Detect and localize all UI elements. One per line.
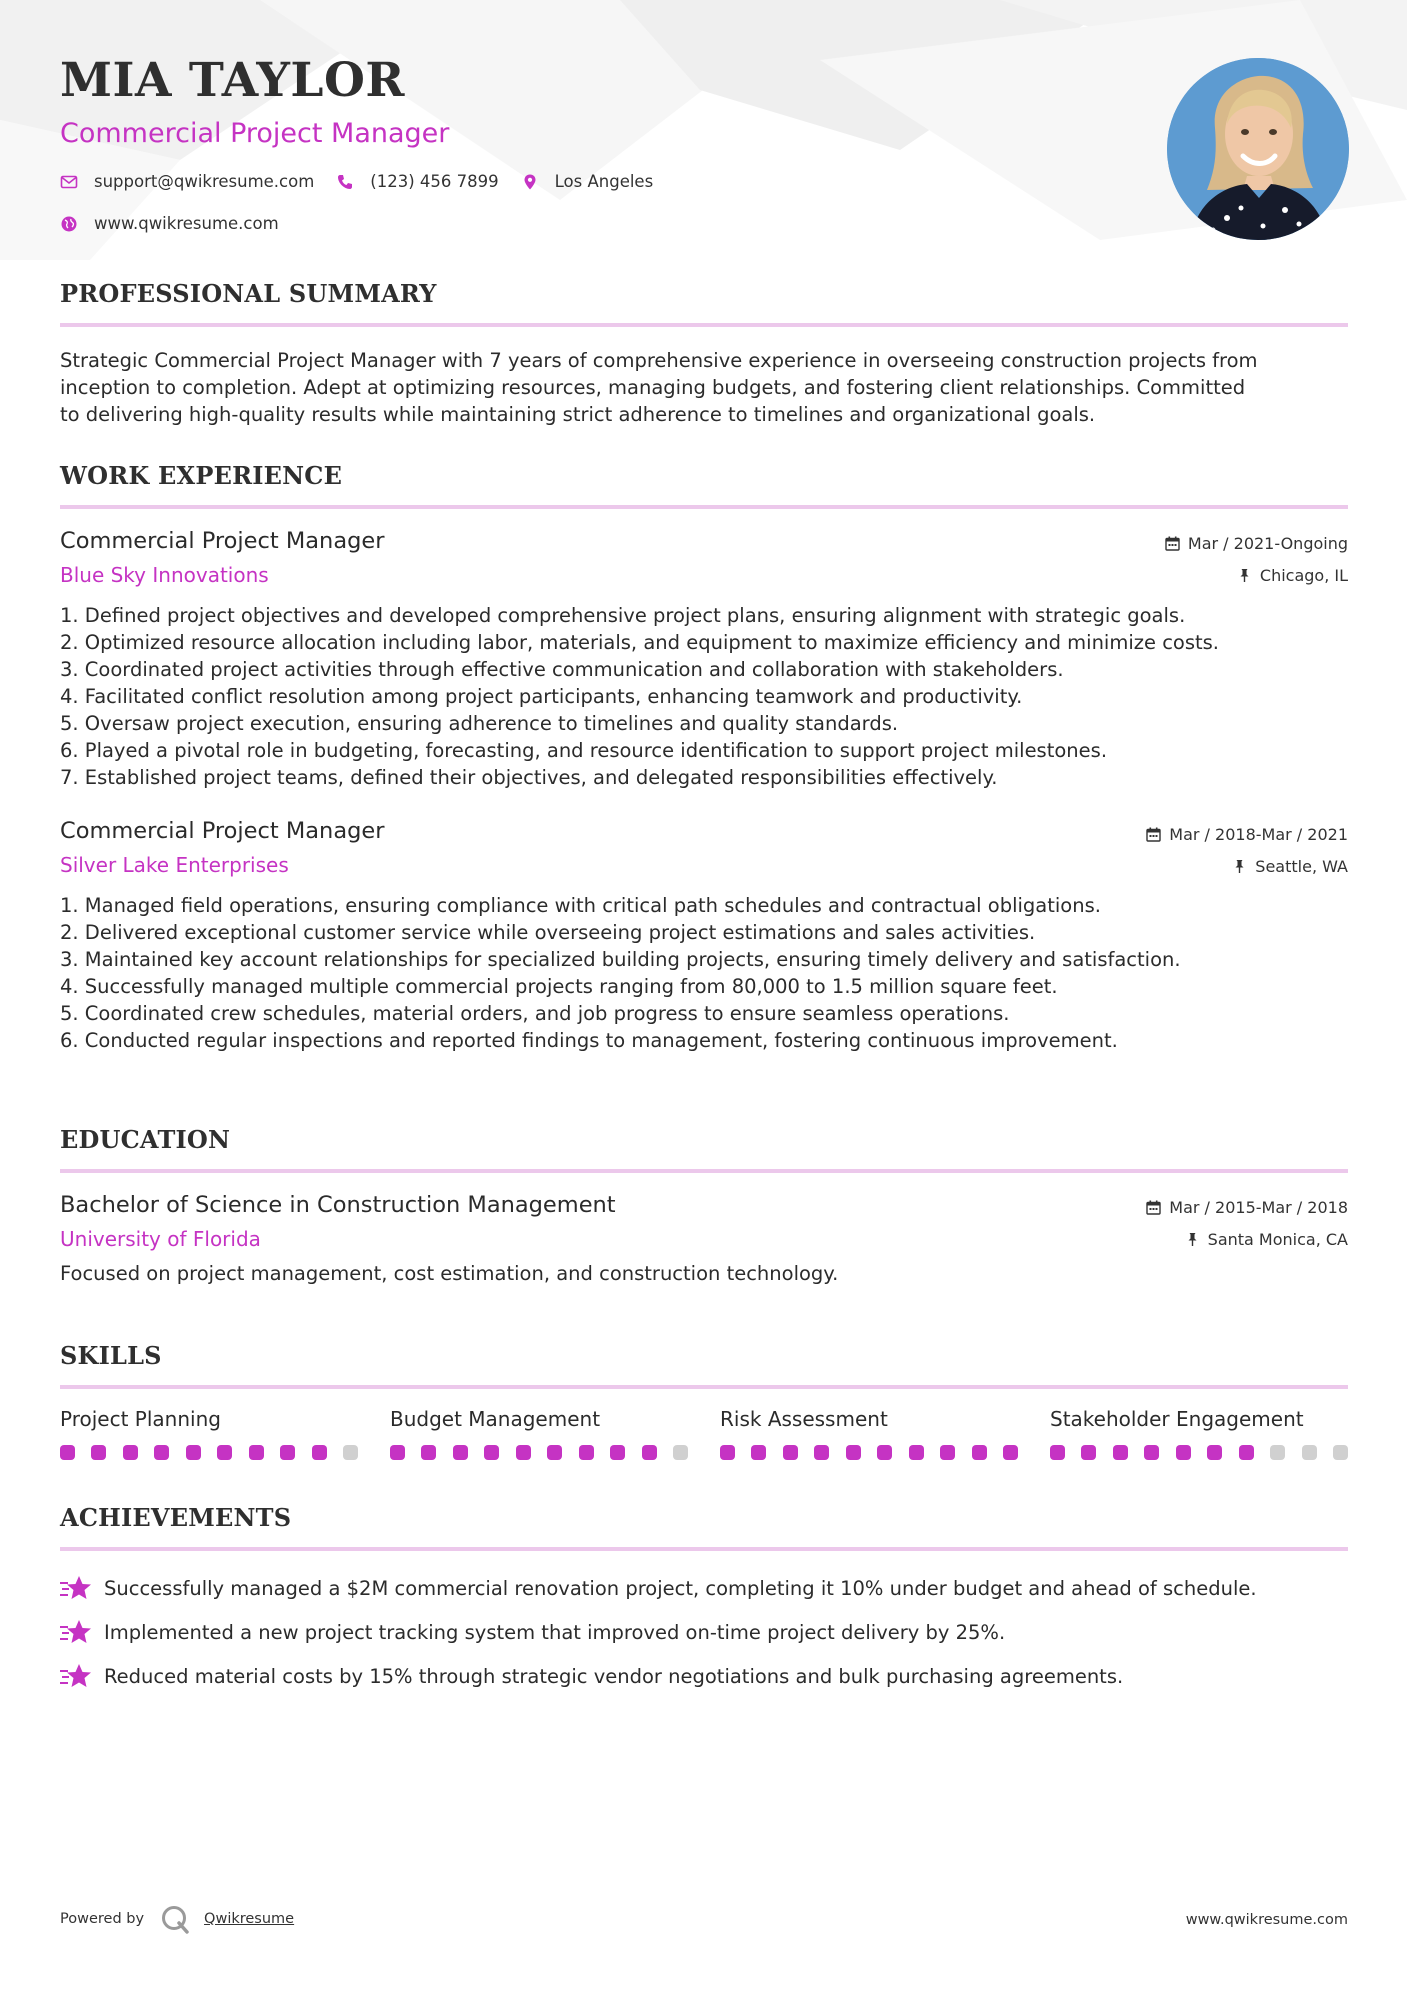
page-footer xyxy=(60,1896,1348,1936)
job-role: Commercial Project Manager xyxy=(60,818,385,845)
contact-location xyxy=(521,172,654,191)
brand-link[interactable]: Qwikresume xyxy=(204,1911,295,1927)
rating-dot-filled xyxy=(783,1445,798,1460)
footer-url[interactable]: www.qwikresume.com xyxy=(1185,1912,1348,1928)
skill-item xyxy=(390,1407,688,1460)
globe-icon xyxy=(60,215,78,233)
education-location xyxy=(1146,1229,1348,1251)
section-heading: ACHIEVEMENTS xyxy=(60,1503,292,1532)
rating-dot-empty xyxy=(1270,1445,1285,1460)
phone-icon xyxy=(336,173,354,191)
map-pin-icon xyxy=(521,173,539,191)
list-item: 6. Conducted regular inspections and reported findings to management, fostering continuous improvement. xyxy=(60,1029,1118,1053)
job-location xyxy=(1165,565,1348,587)
rating-dot-filled xyxy=(579,1445,594,1460)
skill-item xyxy=(60,1407,358,1460)
summary-line: Strategic Commercial Project Manager with 7 years of comprehensive experience in overseeing construction projects from xyxy=(60,348,1258,372)
rating-dot-filled xyxy=(814,1445,829,1460)
section-heading: SKILLS xyxy=(60,1341,162,1370)
education-entry xyxy=(60,1191,1348,1287)
list-item xyxy=(60,1567,1348,1611)
education-dates-text: Mar / 2015-Mar / 2018 xyxy=(1169,1198,1348,1218)
job-dates-text: Mar / 2018-Mar / 2021 xyxy=(1169,824,1348,844)
rating-dot-empty xyxy=(1302,1445,1317,1460)
rating-dot-filled xyxy=(1207,1445,1222,1460)
achievement-text: Implemented a new project tracking system that improved on-time project delivery by 25%. xyxy=(104,1621,1006,1645)
phone-text: (123) 456 7899 xyxy=(370,172,499,191)
skill-rating xyxy=(720,1445,1018,1460)
contact-row xyxy=(60,172,675,191)
pushpin-icon xyxy=(1232,859,1247,874)
rating-dot-filled xyxy=(751,1445,766,1460)
rating-dot-empty xyxy=(673,1445,688,1460)
candidate-name: MIA TAYLOR xyxy=(60,53,405,108)
rating-dot-filled xyxy=(123,1445,138,1460)
star-icon xyxy=(60,1618,92,1648)
rating-dot-empty xyxy=(1333,1445,1348,1460)
list-item: 6. Played a pivotal role in budgeting, forecasting, and resource identification to support project milestones. xyxy=(60,739,1108,763)
summary-line: to delivering high-quality results while maintaining strict adherence to timelines and organizational goals. xyxy=(60,402,1096,426)
contact-phone[interactable] xyxy=(336,172,498,191)
rating-dot-filled xyxy=(249,1445,264,1460)
rating-dot-filled xyxy=(186,1445,201,1460)
star-icon xyxy=(60,1574,92,1604)
contact-email[interactable] xyxy=(60,172,314,191)
section-divider xyxy=(60,1385,1348,1389)
rating-dot-filled xyxy=(1081,1445,1096,1460)
job-role: Commercial Project Manager xyxy=(60,527,385,554)
achievements-list xyxy=(60,1567,1348,1699)
job-meta xyxy=(1165,533,1348,587)
rating-dot-filled xyxy=(846,1445,861,1460)
skill-name: Stakeholder Engagement xyxy=(1050,1406,1304,1431)
star-icon xyxy=(60,1662,92,1692)
section-divider xyxy=(60,1169,1348,1173)
rating-dot-filled xyxy=(1113,1445,1128,1460)
job-entry xyxy=(60,527,1348,791)
rating-dot-filled xyxy=(1239,1445,1254,1460)
job-bullets xyxy=(60,892,1348,1054)
school-name: University of Florida xyxy=(60,1227,261,1252)
rating-dot-filled xyxy=(610,1445,625,1460)
job-bullets xyxy=(60,602,1348,791)
education-section xyxy=(60,1126,1348,1287)
summary-line: inception to completion. Adept at optimizing resources, managing budgets, and fostering client relationships. Committed xyxy=(60,375,1246,399)
education-meta xyxy=(1146,1197,1348,1251)
rating-dot-filled xyxy=(1176,1445,1191,1460)
achievement-text: Successfully managed a $2M commercial renovation project, completing it 10% under budget and ahead of schedule. xyxy=(104,1577,1257,1601)
pushpin-icon xyxy=(1237,568,1252,583)
website-text: www.qwikresume.com xyxy=(94,214,279,233)
email-text: support@qwikresume.com xyxy=(94,172,315,191)
rating-dot-filled xyxy=(421,1445,436,1460)
rating-dot-filled xyxy=(312,1445,327,1460)
rating-dot-filled xyxy=(154,1445,169,1460)
rating-dot-filled xyxy=(642,1445,657,1460)
skill-item xyxy=(720,1407,1018,1460)
summary-text xyxy=(60,347,1348,428)
location-text: Los Angeles xyxy=(554,172,654,191)
list-item: 1. Defined project objectives and developed comprehensive project plans, ensuring alignment with strategic goals. xyxy=(60,604,1186,628)
summary-section xyxy=(60,280,1348,428)
rating-dot-filled xyxy=(1144,1445,1159,1460)
list-item xyxy=(60,1655,1348,1699)
list-item: 4. Successfully managed multiple commercial projects ranging from 80,000 to 1.5 million square feet. xyxy=(60,975,1058,999)
achievement-text: Reduced material costs by 15% through strategic vendor negotiations and bulk purchasing agreements. xyxy=(104,1665,1124,1689)
candidate-title: Commercial Project Manager xyxy=(60,118,450,149)
list-item: 2. Delivered exceptional customer service while overseeing project estimations and sales activities. xyxy=(60,921,1036,945)
list-item: 7. Established project teams, defined their objectives, and delegated responsibilities effectively. xyxy=(60,766,998,790)
section-divider xyxy=(60,1547,1348,1551)
rating-dot-filled xyxy=(390,1445,405,1460)
degree-name: Bachelor of Science in Construction Management xyxy=(60,1191,616,1218)
skill-name: Budget Management xyxy=(390,1406,601,1431)
job-company: Silver Lake Enterprises xyxy=(60,853,289,878)
rating-dot-filled xyxy=(720,1445,735,1460)
experience-section xyxy=(60,462,1348,1054)
job-entry xyxy=(60,817,1348,1054)
list-item: 3. Maintained key account relationships for specialized building projects, ensuring timely delivery and satisfaction. xyxy=(60,948,1181,972)
job-dates xyxy=(1165,533,1348,555)
rating-dot-filled xyxy=(516,1445,531,1460)
skill-item xyxy=(1050,1407,1348,1460)
rating-dot-filled xyxy=(940,1445,955,1460)
education-location-text: Santa Monica, CA xyxy=(1207,1230,1348,1250)
section-heading: PROFESSIONAL SUMMARY xyxy=(60,279,437,308)
job-location xyxy=(1146,855,1348,877)
skills-section xyxy=(60,1342,1348,1460)
skill-rating xyxy=(60,1445,358,1460)
rating-dot-filled xyxy=(217,1445,232,1460)
powered-by xyxy=(60,1904,294,1934)
job-company: Blue Sky Innovations xyxy=(60,563,269,588)
rating-dot-filled xyxy=(484,1445,499,1460)
skill-rating xyxy=(390,1445,688,1460)
achievements-section xyxy=(60,1504,1348,1699)
contact-website[interactable] xyxy=(60,214,279,233)
list-item: 3. Coordinated project activities through effective communication and collaboration with stakeholders. xyxy=(60,658,1064,682)
rating-dot-filled xyxy=(877,1445,892,1460)
section-divider xyxy=(60,505,1348,509)
section-heading: WORK EXPERIENCE xyxy=(60,461,343,490)
education-description: Focused on project management, cost estimation, and construction technology. xyxy=(60,1262,839,1286)
rating-dot-empty xyxy=(343,1445,358,1460)
qwikresume-logo-icon xyxy=(160,1904,190,1934)
job-dates xyxy=(1146,823,1348,845)
contact-row-website xyxy=(60,214,301,233)
rating-dot-filled xyxy=(909,1445,924,1460)
pushpin-icon xyxy=(1185,1232,1200,1247)
job-location-text: Seattle, WA xyxy=(1255,856,1348,876)
rating-dot-filled xyxy=(453,1445,468,1460)
calendar-icon xyxy=(1165,536,1180,551)
rating-dot-filled xyxy=(91,1445,106,1460)
skill-name: Project Planning xyxy=(60,1406,221,1431)
list-item: 5. Oversaw project execution, ensuring adherence to timelines and quality standards. xyxy=(60,712,899,736)
list-item: 2. Optimized resource allocation including labor, materials, and equipment to maximize efficiency and minimize costs. xyxy=(60,631,1220,655)
skill-name: Risk Assessment xyxy=(720,1406,888,1431)
rating-dot-filled xyxy=(1050,1445,1065,1460)
calendar-icon xyxy=(1146,827,1161,842)
job-dates-text: Mar / 2021-Ongoing xyxy=(1187,534,1348,554)
list-item: 5. Coordinated crew schedules, material orders, and job progress to ensure seamless operations. xyxy=(60,1002,1010,1026)
rating-dot-filled xyxy=(280,1445,295,1460)
skill-rating xyxy=(1050,1445,1348,1460)
job-meta xyxy=(1146,823,1348,877)
calendar-icon xyxy=(1146,1200,1161,1215)
section-heading: EDUCATION xyxy=(60,1125,231,1154)
rating-dot-filled xyxy=(547,1445,562,1460)
rating-dot-filled xyxy=(1003,1445,1018,1460)
envelope-icon xyxy=(60,173,78,191)
section-divider xyxy=(60,323,1348,327)
list-item: 4. Facilitated conflict resolution among project participants, enhancing teamwork and productivity. xyxy=(60,685,1023,709)
list-item xyxy=(60,1611,1348,1655)
rating-dot-filled xyxy=(972,1445,987,1460)
list-item: 1. Managed field operations, ensuring compliance with critical path schedules and contractual obligations. xyxy=(60,894,1101,918)
education-dates xyxy=(1146,1197,1348,1219)
profile-photo xyxy=(1167,58,1349,240)
rating-dot-filled xyxy=(60,1445,75,1460)
skills-grid xyxy=(60,1407,1348,1460)
job-location-text: Chicago, IL xyxy=(1259,566,1348,586)
powered-by-label: Powered by xyxy=(60,1911,145,1927)
